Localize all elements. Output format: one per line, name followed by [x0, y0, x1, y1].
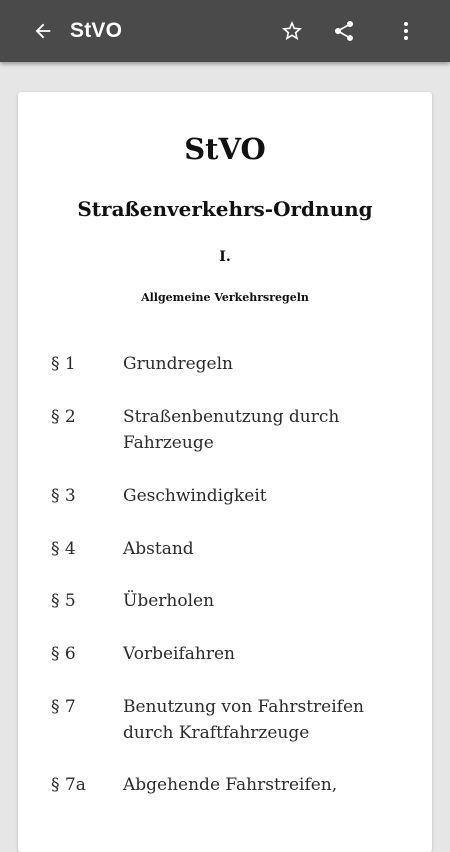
share-icon — [332, 19, 356, 43]
toc-item-label: Abstand — [123, 539, 194, 559]
toc-item-label: Benutzung von Fahrstreifen durch Kraftfahrzeuge — [123, 697, 364, 743]
favorite-button[interactable] — [270, 0, 314, 62]
star-outline-icon — [280, 19, 304, 43]
document-title: StVO — [184, 132, 266, 166]
toc-item-number: § 5 — [51, 591, 76, 611]
toc-item-number: § 7 — [51, 697, 76, 717]
toc-item-label: Straßenbenutzung durch Fahrzeuge — [123, 407, 340, 453]
toc-item-label: Überholen — [123, 591, 215, 611]
more-options-button[interactable] — [384, 0, 428, 62]
back-button[interactable] — [21, 0, 65, 62]
toc-item-number: § 2 — [51, 407, 76, 427]
section-title: Allgemeine Verkehrsregeln — [141, 291, 309, 304]
toc-item-number: § 4 — [51, 539, 76, 559]
more-vert-icon — [394, 19, 418, 43]
toc-item-label: Abgehende Fahrstreifen, — [123, 775, 338, 795]
top-app-bar — [0, 0, 450, 62]
share-button[interactable] — [322, 0, 366, 62]
toc-item-number: § 1 — [51, 354, 76, 374]
app-title: StVO — [70, 19, 123, 42]
toc-item-number: § 7a — [51, 775, 86, 795]
document-card — [18, 92, 432, 852]
toc-item-label: Vorbeifahren — [123, 644, 235, 664]
toc-item-number: § 3 — [51, 486, 76, 506]
toc-item-label: Grundregeln — [123, 354, 234, 374]
toc-item-number: § 6 — [51, 644, 76, 664]
back-arrow-icon — [32, 20, 54, 42]
toc-item-label: Geschwindigkeit — [123, 486, 267, 506]
document-subtitle: Straßenverkehrs-Ordnung — [77, 197, 373, 221]
section-number: I. — [219, 249, 231, 265]
